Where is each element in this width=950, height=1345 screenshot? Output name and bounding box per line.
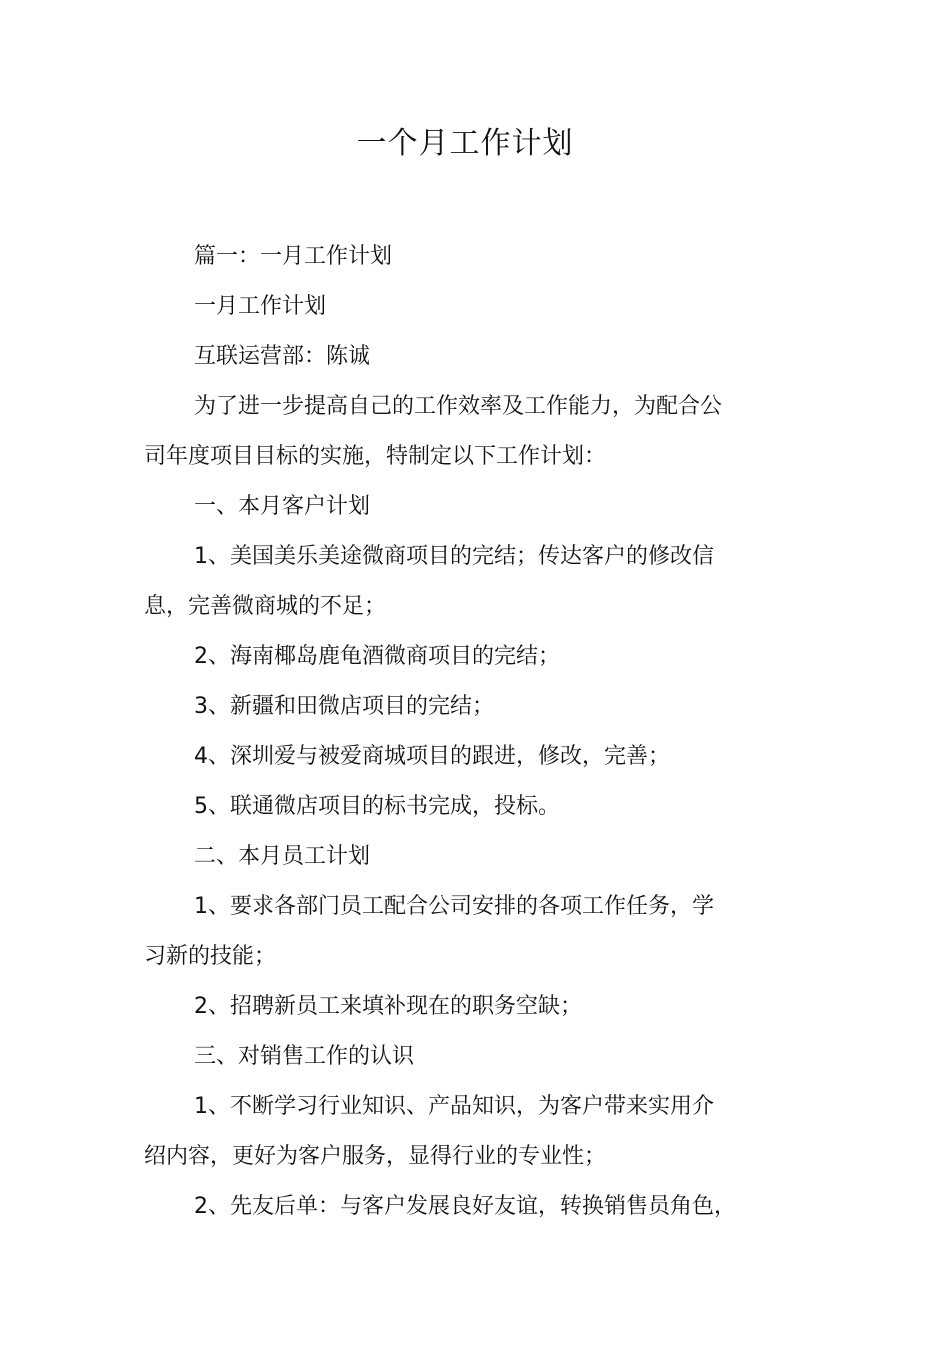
list-item-continuation: 习新的技能； — [144, 944, 277, 969]
list-item: 5、联通微店项目的标书完成，投标。 — [194, 794, 560, 819]
page-title: 一个月工作计划 — [356, 126, 574, 161]
list-item: 1、要求各部门员工配合公司安排的各项工作任务，学 — [194, 894, 714, 919]
paragraph-line: 互联运营部：陈诚 — [194, 344, 371, 369]
paragraph-line: 司年度项目目标的实施，特制定以下工作计划： — [144, 444, 607, 469]
section-heading: 二、本月员工计划 — [194, 844, 371, 869]
section-heading: 一、本月客户计划 — [194, 494, 371, 519]
list-item: 2、招聘新员工来填补现在的职务空缺； — [194, 994, 582, 1019]
list-item: 2、先友后单：与客户发展良好友谊，转换销售员角色， — [194, 1194, 736, 1219]
list-item: 4、深圳爱与被爱商城项目的跟进，修改，完善； — [194, 744, 670, 769]
section-heading: 三、对销售工作的认识 — [194, 1044, 415, 1069]
paragraph-line: 篇一：一月工作计划 — [194, 244, 393, 269]
document-body — [144, 238, 754, 1238]
list-item-continuation: 绍内容，更好为客户服务，显得行业的专业性； — [144, 1144, 607, 1169]
paragraph-line: 一月工作计划 — [194, 294, 327, 319]
list-item: 1、不断学习行业知识、产品知识，为客户带来实用介 — [194, 1094, 714, 1119]
list-item: 3、新疆和田微店项目的完结； — [194, 694, 494, 719]
list-item-continuation: 息，完善微商城的不足； — [144, 594, 387, 619]
list-item: 1、美国美乐美途微商项目的完结；传达客户的修改信 — [194, 544, 714, 569]
list-item: 2、海南椰岛鹿龟酒微商项目的完结； — [194, 644, 560, 669]
paragraph-line: 为了进一步提高自己的工作效率及工作能力，为配合公 — [194, 394, 723, 419]
